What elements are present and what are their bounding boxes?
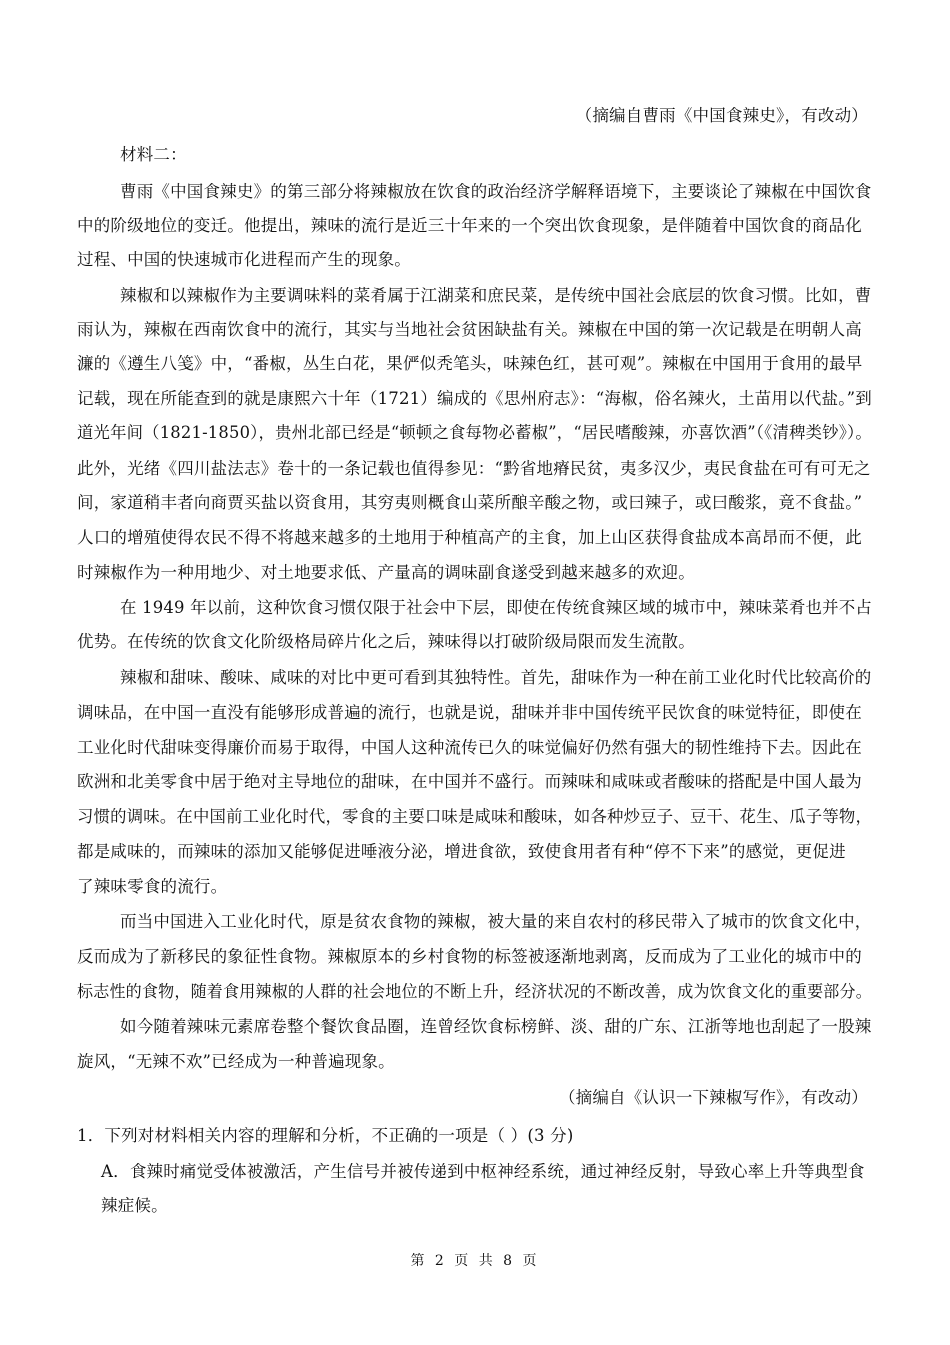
option-a-line: 辣症候。 [101, 1196, 168, 1215]
page-footer: 第 2 页 共 8 页 [410, 1253, 540, 1269]
paragraph-line: 曹雨《中国食辣史》的第三部分将辣椒放在饮食的政治经济学解释语境下，主要谈论了辣椒在中国饮食 [120, 182, 872, 201]
paragraph-line: 了辣味零食的流行。 [77, 877, 228, 896]
paragraph-line: 辣椒和甜味、酸味、咸味的对比中更可看到其独特性。首先，甜味作为一种在前工业化时代比较高价的 [120, 668, 872, 687]
paragraph-line: 而当中国进入工业化时代，原是贫农食物的辣椒，被大量的来自农村的移民带入了城市的饮食文化中， [120, 912, 872, 931]
paragraph-line: 中的阶级地位的变迁。他提出，辣味的流行是近三十年来的一个突出饮食现象，是伴随着中国饮食的商品化 [77, 216, 862, 235]
paragraph-line: 记载，现在所能查到的就是康熙六十年（1721）编成的《思州府志》：“海椒，俗名辣火，土苗用以代盐。”到 [77, 389, 872, 408]
paragraph-line: 辣椒和以辣椒作为主要调味料的菜肴属于江湖菜和庶民菜，是传统中国社会底层的饮食习惯。比如，曹 [120, 286, 872, 305]
option-a-line: A．食辣时痛觉受体被激活，产生信号并被传递到中枢神经系统，通过神经反射，导致心率上升等典型食 [101, 1162, 865, 1181]
paragraph-line: 工业化时代甜味变得廉价而易于取得，中国人这种流传已久的味觉偏好仍然有强大的韧性维持下去。因此在 [77, 738, 862, 757]
paragraph-line: 濂的《遵生八笺》中，“番椒，丛生白花，果俨似秃笔头，味辣色红，甚可观”。辣椒在中国用于食用的最早 [77, 354, 863, 373]
paragraph-line: 习惯的调味。在中国前工业化时代，零食的主要口味是咸味和酸味，如各种炒豆子、豆干、花生、瓜子等物， [77, 807, 873, 826]
paragraph-line: 如今随着辣味元素席卷整个餐饮食品圈，连曾经饮食标榜鲜、淡、甜的广东、江浙等地也刮起了一股辣 [120, 1017, 872, 1036]
paragraph-line: 调味品，在中国一直没有能够形成普遍的流行，也就是说，甜味并非中国传统平民饮食的味觉特征，即使在 [77, 703, 862, 722]
paragraph-line: 过程、中国的快速城市化进程而产生的现象。 [77, 250, 411, 269]
paragraph-line: 道光年间（1821-1850），贵州北部已经是“顿顿之食每物必蓄椒”，“居民嗜酸辣，亦喜饮酒”（《清稗类钞》）。 [77, 423, 872, 442]
question-1: 1．下列对材料相关内容的理解和分析，不正确的一项是（ ）(3 分) [77, 1126, 574, 1145]
paragraph-line: 欧洲和北美零食中居于绝对主导地位的甜味，在中国并不盛行。而辣味和咸味或者酸味的搭配是中国人最为 [77, 772, 862, 791]
paragraph-line: 此外，光绪《四川盐法志》卷十的一条记载也值得参见：“黔省地瘠民贫，夷多汉少，夷民食盐在可有可无之 [77, 459, 871, 478]
paragraph-line: 都是咸味的，而辣味的添加又能够促进唾液分泌，增进食欲，致使食用者有种“停不下来”的感觉，更促进 [77, 842, 846, 861]
paragraph-line: 反而成为了新移民的象征性食物。辣椒原本的乡村食物的标签被逐渐地剥离，反而成为了工业化的城市中的 [77, 947, 862, 966]
paragraph-line: 在 1949 年以前，这种饮食习惯仅限于社会中下层，即使在传统食辣区域的城市中，辣味菜肴也并不占 [120, 598, 872, 617]
paragraph-line: 旋风，“无辣不欢”已经成为一种普遍现象。 [77, 1052, 395, 1071]
material2-heading: 材料二： [120, 145, 187, 164]
source-citation-2: （摘编自《认识一下辣椒写作》，有改动） [558, 1088, 868, 1107]
paragraph-line: 间，家道稍丰者向商贾买盐以资食用，其穷夷则概食山菜所酿辛酸之物，或曰辣子，或曰酸浆，竟不食盐。” [77, 493, 863, 512]
paragraph-line: 时辣椒作为一种用地少、对土地要求低、产量高的调味副食遂受到越来越多的欢迎。 [77, 563, 695, 582]
paragraph-line: 雨认为，辣椒在西南饮食中的流行，其实与当地社会贫困缺盐有关。辣椒在中国的第一次记载是在明朝人高 [77, 320, 862, 339]
paragraph-line: 优势。在传统的饮食文化阶级格局碎片化之后，辣味得以打破阶级局限而发生流散。 [77, 632, 695, 651]
paragraph-line: 人口的增殖使得农民不得不将越来越多的土地用于种植高产的主食，加上山区获得食盐成本高昂而不便，此 [77, 528, 862, 547]
paragraph-line: 标志性的食物，随着食用辣椒的人群的社会地位的不断上升，经济状况的不断改善，成为饮食文化的重要部分。 [77, 982, 872, 1001]
source-citation-1: （摘编自曹雨《中国食辣史》，有改动） [575, 106, 868, 125]
